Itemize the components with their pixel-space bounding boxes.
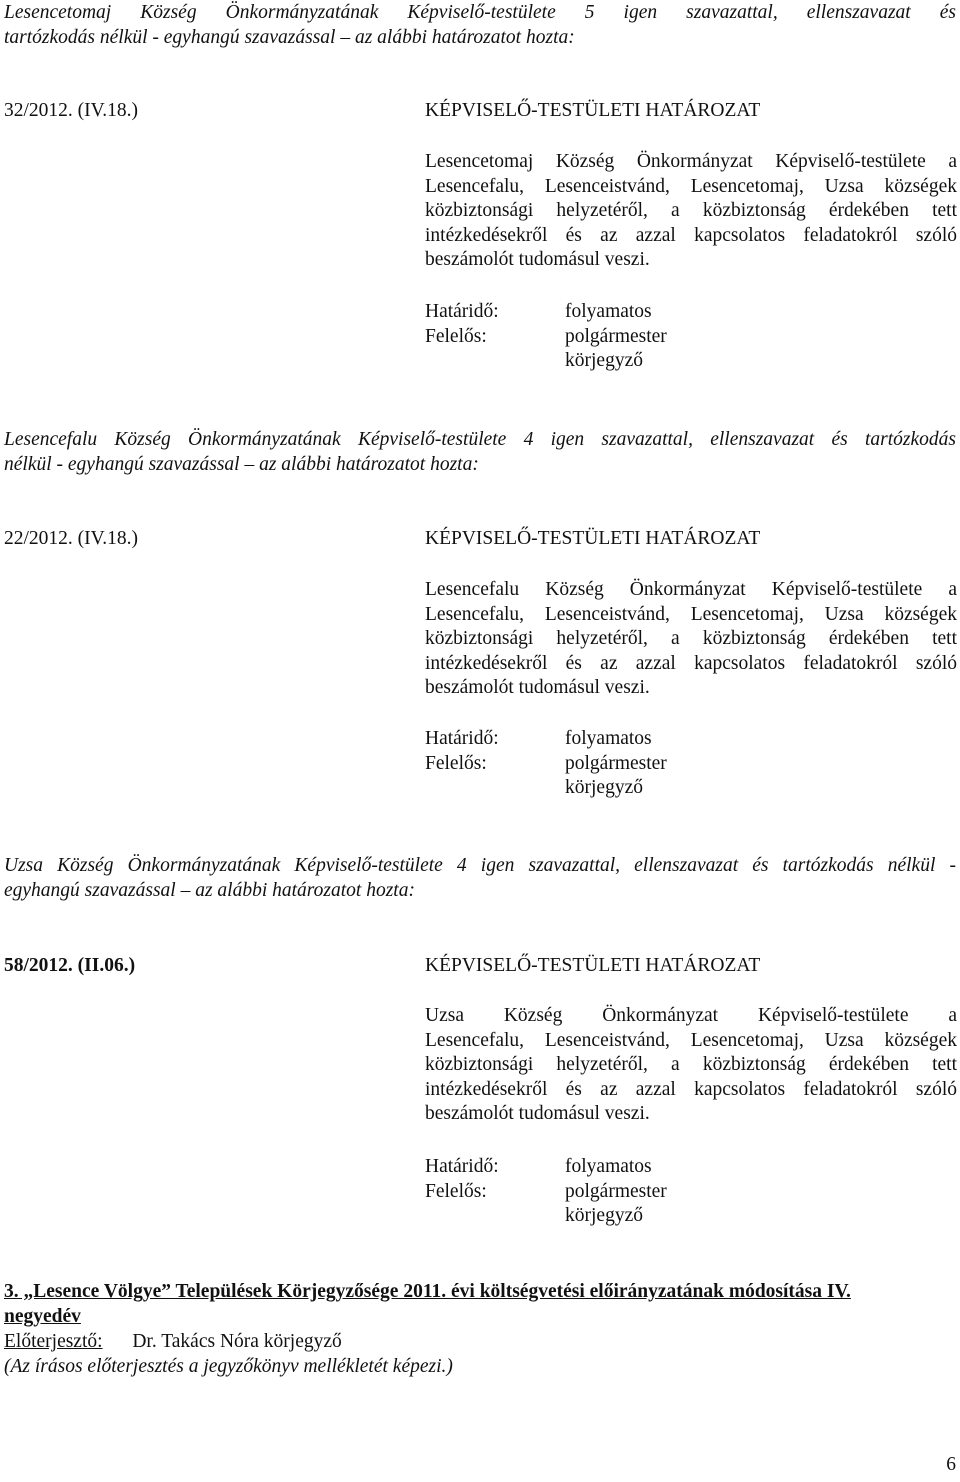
responsible-value: körjegyző <box>565 350 643 372</box>
resolution-body <box>425 150 957 273</box>
responsible-value: polgármester <box>565 325 667 347</box>
presenter-value: Dr. Takács Nóra körjegyző <box>132 1331 342 1352</box>
body-line: Lesencefalu, Lesenceistvánd, Lesencetomaj, Uzsa községek <box>425 1029 957 1051</box>
agenda-title-line: 3. „Lesence Völgye” Települések Körjegyzősége 2011. évi költségvetési előirányzatának módosítása IV. <box>4 1281 851 1302</box>
attachment-note: (Az írásos előterjesztés a jegyzőkönyv mellékletét képezi.) <box>4 1356 453 1377</box>
intro-line: Uzsa Község Önkormányzatának Képviselő-testülete 4 igen szavazattal, ellenszavazat és tartózkodás nélkül - <box>4 855 956 876</box>
deadline-label: Határidő: <box>425 301 499 322</box>
body-line: intézkedésekről és az azzal kapcsolatos feladatokról szóló <box>425 1078 957 1100</box>
intro-line: Lesencefalu Község Önkormányzatának Képviselő-testülete 4 igen szavazattal, ellenszavazat és tartózkodás <box>4 429 956 450</box>
body-line: intézkedésekről és az azzal kapcsolatos feladatokról szóló <box>425 652 957 674</box>
agenda-title <box>4 1280 956 1329</box>
body-line: közbiztonsági helyzetéről, a közbiztonság érdekében tett <box>425 200 957 222</box>
intro-line: Lesencetomaj Község Önkormányzatának Képviselő-testülete 5 igen szavazattal, ellenszavazat és <box>4 2 956 23</box>
responsible-value: körjegyző <box>565 1205 643 1227</box>
deadline-label: Határidő: <box>425 728 499 749</box>
resolution-number: 22/2012. (IV.18.) <box>4 528 138 549</box>
body-line: Lesencefalu Község Önkormányzat Képviselő-testülete a <box>425 579 957 600</box>
resolution-number: 58/2012. (II.06.) <box>4 955 136 976</box>
body-line: közbiztonsági helyzetéről, a közbiztonság érdekében tett <box>425 1054 957 1076</box>
presenter-row <box>4 1330 342 1355</box>
resolution-number: 32/2012. (IV.18.) <box>4 100 138 121</box>
responsible-label: Felelős: <box>425 752 487 774</box>
presenter-label: Előterjesztő: <box>4 1331 103 1352</box>
resolution-heading: KÉPVISELŐ-TESTÜLETI HATÁROZAT <box>425 955 761 976</box>
body-line: beszámolót tudomásul veszi. <box>425 1103 650 1125</box>
intro-line: nélkül - egyhangú szavazással – az alábbi határozatot hozta: <box>4 453 479 475</box>
meta-values <box>565 300 667 374</box>
deadline-value: folyamatos <box>565 301 652 322</box>
body-line: intézkedésekről és az azzal kapcsolatos feladatokról szóló <box>425 224 957 246</box>
body-line: Lesencefalu, Lesenceistvánd, Lesencetomaj, Uzsa községek <box>425 175 957 197</box>
resolution-heading: KÉPVISELŐ-TESTÜLETI HATÁROZAT <box>425 528 761 549</box>
meta-labels <box>425 300 499 349</box>
agenda-title-line: negyedév <box>4 1305 81 1327</box>
meta-values <box>565 727 667 801</box>
responsible-label: Felelős: <box>425 325 487 347</box>
intro-line: egyhangú szavazással – az alábbi határozatot hozta: <box>4 879 415 901</box>
resolution-heading: KÉPVISELŐ-TESTÜLETI HATÁROZAT <box>425 100 761 121</box>
block-3-intro <box>4 854 956 903</box>
block-2-intro <box>4 428 956 477</box>
resolution-body <box>425 1004 957 1127</box>
deadline-value: folyamatos <box>565 728 652 749</box>
intro-line: tartózkodás nélkül - egyhangú szavazással – az alábbi határozatot hozta: <box>4 26 575 48</box>
responsible-value: polgármester <box>565 752 667 774</box>
body-line: beszámolót tudomásul veszi. <box>425 249 650 271</box>
deadline-value: folyamatos <box>565 1156 652 1177</box>
body-line: beszámolót tudomásul veszi. <box>425 677 650 699</box>
body-line: Lesencetomaj Község Önkormányzat Képviselő-testülete a <box>425 151 957 172</box>
body-line: Lesencefalu, Lesenceistvánd, Lesencetomaj, Uzsa községek <box>425 603 957 625</box>
responsible-value: körjegyző <box>565 777 643 799</box>
block-1-intro <box>4 1 956 50</box>
meta-labels <box>425 1155 499 1204</box>
responsible-label: Felelős: <box>425 1180 487 1202</box>
responsible-value: polgármester <box>565 1180 667 1202</box>
meta-labels <box>425 727 499 776</box>
body-line: közbiztonsági helyzetéről, a közbiztonság érdekében tett <box>425 628 957 650</box>
body-line: Uzsa Község Önkormányzat Képviselő-testülete a <box>425 1005 957 1026</box>
resolution-body <box>425 578 957 701</box>
page-number: 6 <box>946 1454 956 1475</box>
deadline-label: Határidő: <box>425 1156 499 1177</box>
meta-values <box>565 1155 667 1229</box>
